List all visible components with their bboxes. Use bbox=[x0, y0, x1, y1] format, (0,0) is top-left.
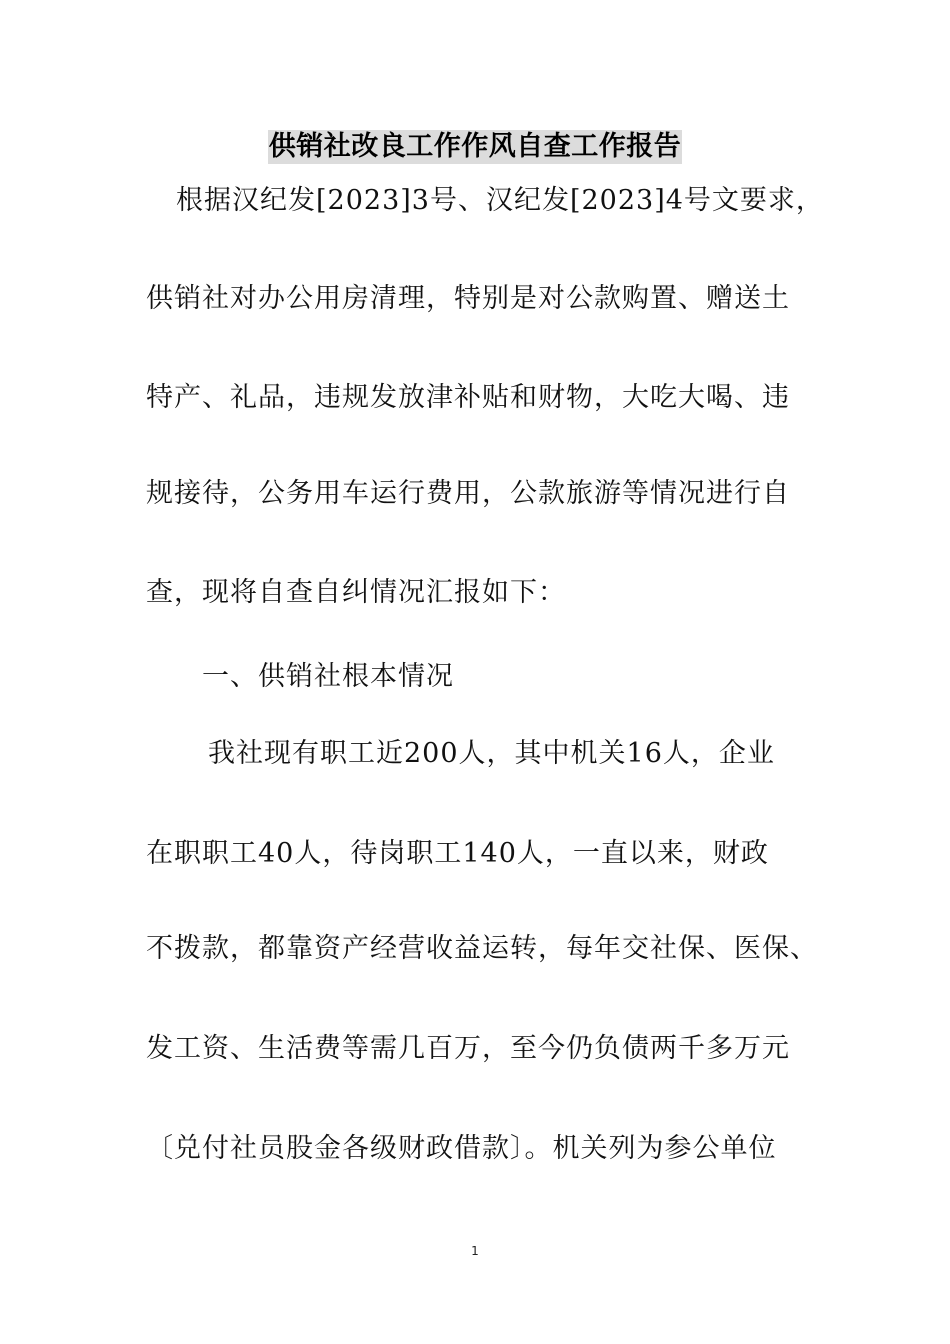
paragraph-line: 我社现有职工近200人，其中机关16人，企业 bbox=[208, 738, 775, 769]
paragraph-line: 特产、礼品，违规发放津补贴和财物，大吃大喝、违 bbox=[146, 382, 790, 413]
paragraph-line: 根据汉纪发[2023]3号、汉纪发[2023]4号文要求， bbox=[176, 185, 824, 216]
paragraph-line: 〔兑付社员股金各级财政借款〕。机关列为参公单位 bbox=[146, 1133, 777, 1164]
document-title: 供销社改良工作作风自查工作报告 bbox=[268, 131, 682, 162]
section-heading: 一、供销社根本情况 bbox=[202, 661, 454, 692]
paragraph-line: 规接待，公务用车运行费用，公款旅游等情况进行自 bbox=[146, 478, 790, 509]
paragraph-line: 不拨款，都靠资产经营收益运转，每年交社保、医保、 bbox=[146, 933, 818, 964]
paragraph-line: 供销社对办公用房清理，特别是对公款购置、赠送土 bbox=[146, 283, 790, 314]
paragraph-line: 查，现将自查自纠情况汇报如下： bbox=[146, 577, 566, 608]
paragraph-line: 发工资、生活费等需几百万，至今仍负债两千多万元 bbox=[146, 1033, 790, 1064]
paragraph-line: 在职职工40人，待岗职工140人，一直以来，财政 bbox=[146, 838, 769, 869]
page-number: 1 bbox=[471, 1244, 479, 1258]
title-container bbox=[0, 130, 950, 164]
